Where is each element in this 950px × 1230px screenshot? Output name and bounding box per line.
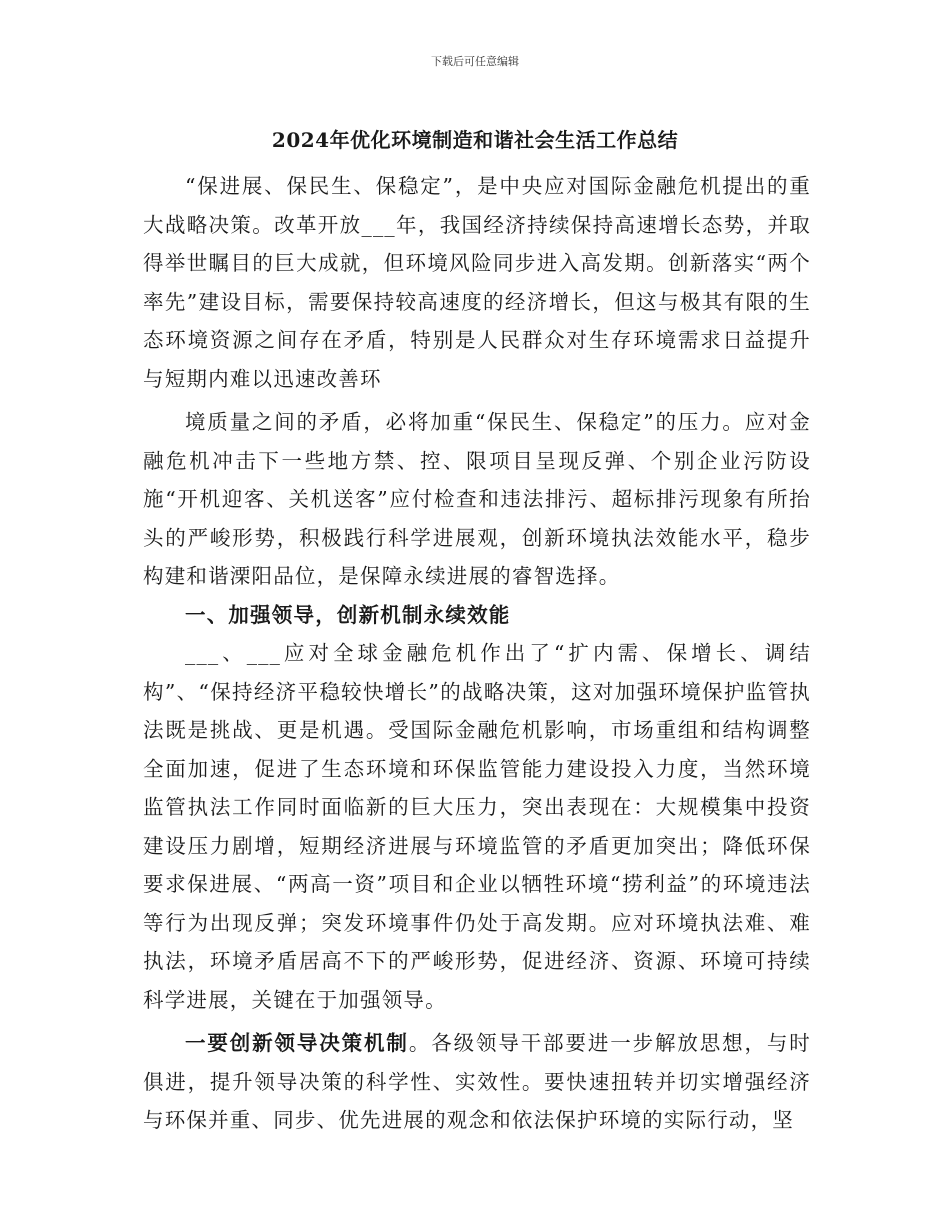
paragraph	[143, 1024, 811, 1140]
paragraph: ___、___应对全球金融危机作出了“扩内需、保增长、调结构”、“保持经济平稳较快增长”的战略决策，这对加强环境保护监管执法既是挑战、更是机遇。受国际金融危机影响，市场重组和结构调整全面加速，促进了生态环境和环保监管能力建设投入力度，当然环境监管执法工作同时面临新的巨大压力，突出表现在：大规模集中投资建设压力剧增，短期经济进展与环境监管的矛盾更加突出；降低环保要求保进展、“两高一资”项目和企业以牺牲环境“捞利益”的环境违法等行为出现反弹；突发环境事件仍处于高发期。应对环境执法难、难执法，环境矛盾居高不下的严峻形势，促进经济、资源、环境可持续科学进展，关键在于加强领导。	[143, 641, 811, 1012]
bold-lead: 一要创新领导决策机制	[185, 1031, 409, 1055]
paragraph: “保进展、保民生、保稳定”，是中央应对国际金融危机提出的重大战略决策。改革开放___年，我国经济持续保持高速增长态势，并取得举世瞩目的巨大成就，但环境风险同步进入高发期。创新落实“两个率先”建设目标，需要保持较高速度的经济增长，但这与极其有限的生态环境资源之间存在矛盾，特别是人民群众对生存环境需求日益提升与短期内难以迅速改善环	[143, 174, 811, 391]
document-body	[143, 167, 811, 1140]
header-note: 下载后可任意编辑	[431, 55, 519, 68]
paragraph: 境质量之间的矛盾，必将加重“保民生、保稳定”的压力。应对金融危机冲击下一些地方禁、控、限项目呈现反弹、个别企业污防设施“开机迎客、关机送客”应付检查和违法排污、超标排污现象有所抬头的严峻形势，积极践行科学进展观，创新环境执法效能水平，稳步构建和谐溧阳品位，是保障永续进展的睿智选择。	[143, 410, 811, 588]
document-title: 2024年优化环境制造和谐社会生活工作总结	[271, 128, 679, 152]
paragraph-text: 。各级领导干部要进一步解放思想，与时俱进，提升领导决策的科学性、实效性。要快速扭转并切实增强经济与环保并重、同步、优先进展的观念和依法保护环境的实际行动，坚	[143, 1031, 811, 1132]
section-heading: 一、加强领导，创新机制永续效能	[185, 602, 511, 627]
